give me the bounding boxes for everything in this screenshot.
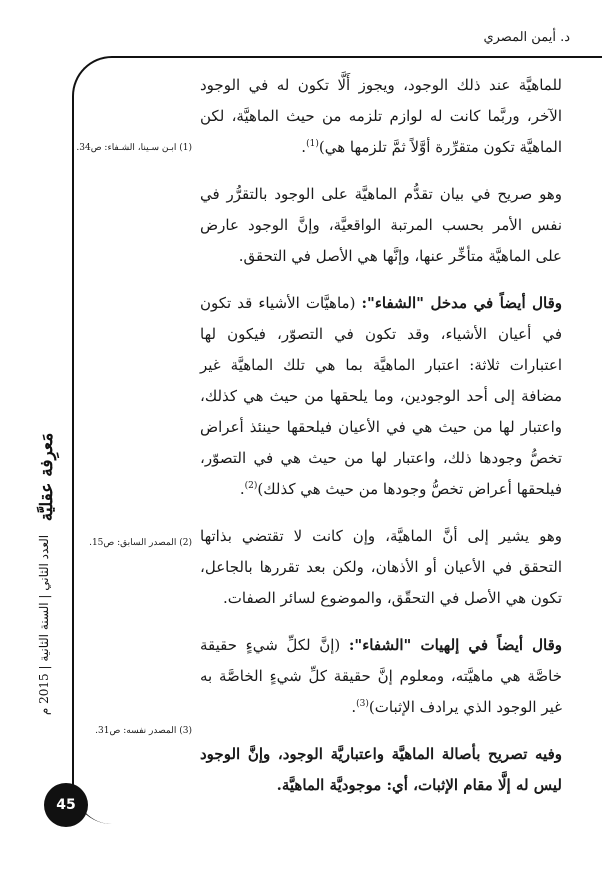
footnote-ref-2: (2) (244, 481, 258, 491)
paragraph-1-tail: . (301, 138, 307, 156)
paragraph-3-text: (ماهيَّات الأشياء قد تكون في أعيان الأشياء، وقد تكون في التصوّر، فيكون لها اعتبارات ثلاثة: اعتبار الماهيَّة بما هي تلك الماهيَّة غير مضافة إلى أحد الوجودين، وما يلحقها من حيث هي كذلك، واعتبار لها من حيث هي في الأعيان فيلحقها حينئذ أعراض تخصُّ وجودها ذلك، واعتبار لها من حيث هي في التصوّر، فيلحقها أعراض تخصُّ وجودها من حيث هي كذلك) (200, 294, 562, 498)
paragraph-1-text: للماهيَّة عند ذلك الوجود، ويجوز أَلَّا تكون له في الوجود الآخر، وربَّما كانت له لوازم تلزمه من حيث الماهيَّة، لكن الماهيَّة تكون متقرِّرة أوَّلاً ثمَّ تلزمها هي) (200, 76, 562, 156)
footnote-1: (1) ابـن سـينا، الشـفاء: ص34. (76, 143, 192, 153)
journal-logo-text: مَعرِفة عقليَّة (37, 432, 57, 522)
paragraph-3 (200, 288, 562, 505)
issue-info-text: العدد الثاني | السنة الثانية | 2015 م (37, 534, 51, 716)
footnote-2: (2) المصدر السابق: ص15. (89, 538, 192, 548)
footnote-3: (3) المصدر نفسه: ص31. (95, 726, 192, 736)
running-header: د. أيمن المصري (483, 30, 570, 45)
issue-info (14, 520, 74, 730)
paragraph-2-text: وهو صريح في بيان تقدُّم الماهيَّة على الوجود بالتقرُّر في نفس الأمر بحسب المرتبة الواقعيَّة، وإنَّ الوجود عارض على الماهيَّة متأخِّر عنها، وإنَّها هي الأصل في التحقق. (200, 185, 562, 265)
paragraph-5 (200, 630, 562, 723)
paragraph-2 (200, 179, 562, 272)
paragraph-6-lead: وفيه تصريح بأصالة الماهيَّة واعتباريَّة الوجود، وإنَّ الوجود ليس له إلَّا مقام الإثبات، أي: موجوديَّة الماهيَّة. (200, 745, 562, 794)
footnote-ref-1: (1) (306, 139, 319, 149)
footnote-ref-3: (3) (356, 699, 369, 709)
paragraph-5-text: (إنَّ لكلِّ شيءٍ حقيقة خاصَّة هي ماهيَّته، ومعلوم إنَّ حقيقة كلِّ شيءٍ الخاصَّة به غير الوجود الذي يرادف الإثبات) (200, 636, 562, 716)
paragraph-5-tail: . (351, 698, 357, 716)
body-text (200, 70, 562, 817)
paragraph-6 (200, 739, 562, 801)
paragraph-1 (200, 70, 562, 163)
paragraph-3-tail: . (239, 480, 245, 498)
paragraph-4-text: وهو يشير إلى أنَّ الماهيَّة، وإن كانت لا تقتضي بذاتها التحقق في الأعيان أو الأذهان، ولكن بعد تقررها بالجاعل، تكون هي الأصل في التحقّق، والموضوع لسائر الصفات. (200, 527, 562, 607)
paragraph-4 (200, 521, 562, 614)
page-number-badge: 45 (44, 783, 88, 827)
journal-logo (22, 432, 72, 522)
paragraph-3-lead: وقال أيضاً في مدخل "الشفاء": (361, 294, 562, 312)
paragraph-5-lead: وقال أيضاً في إلهيات "الشفاء": (348, 636, 563, 654)
